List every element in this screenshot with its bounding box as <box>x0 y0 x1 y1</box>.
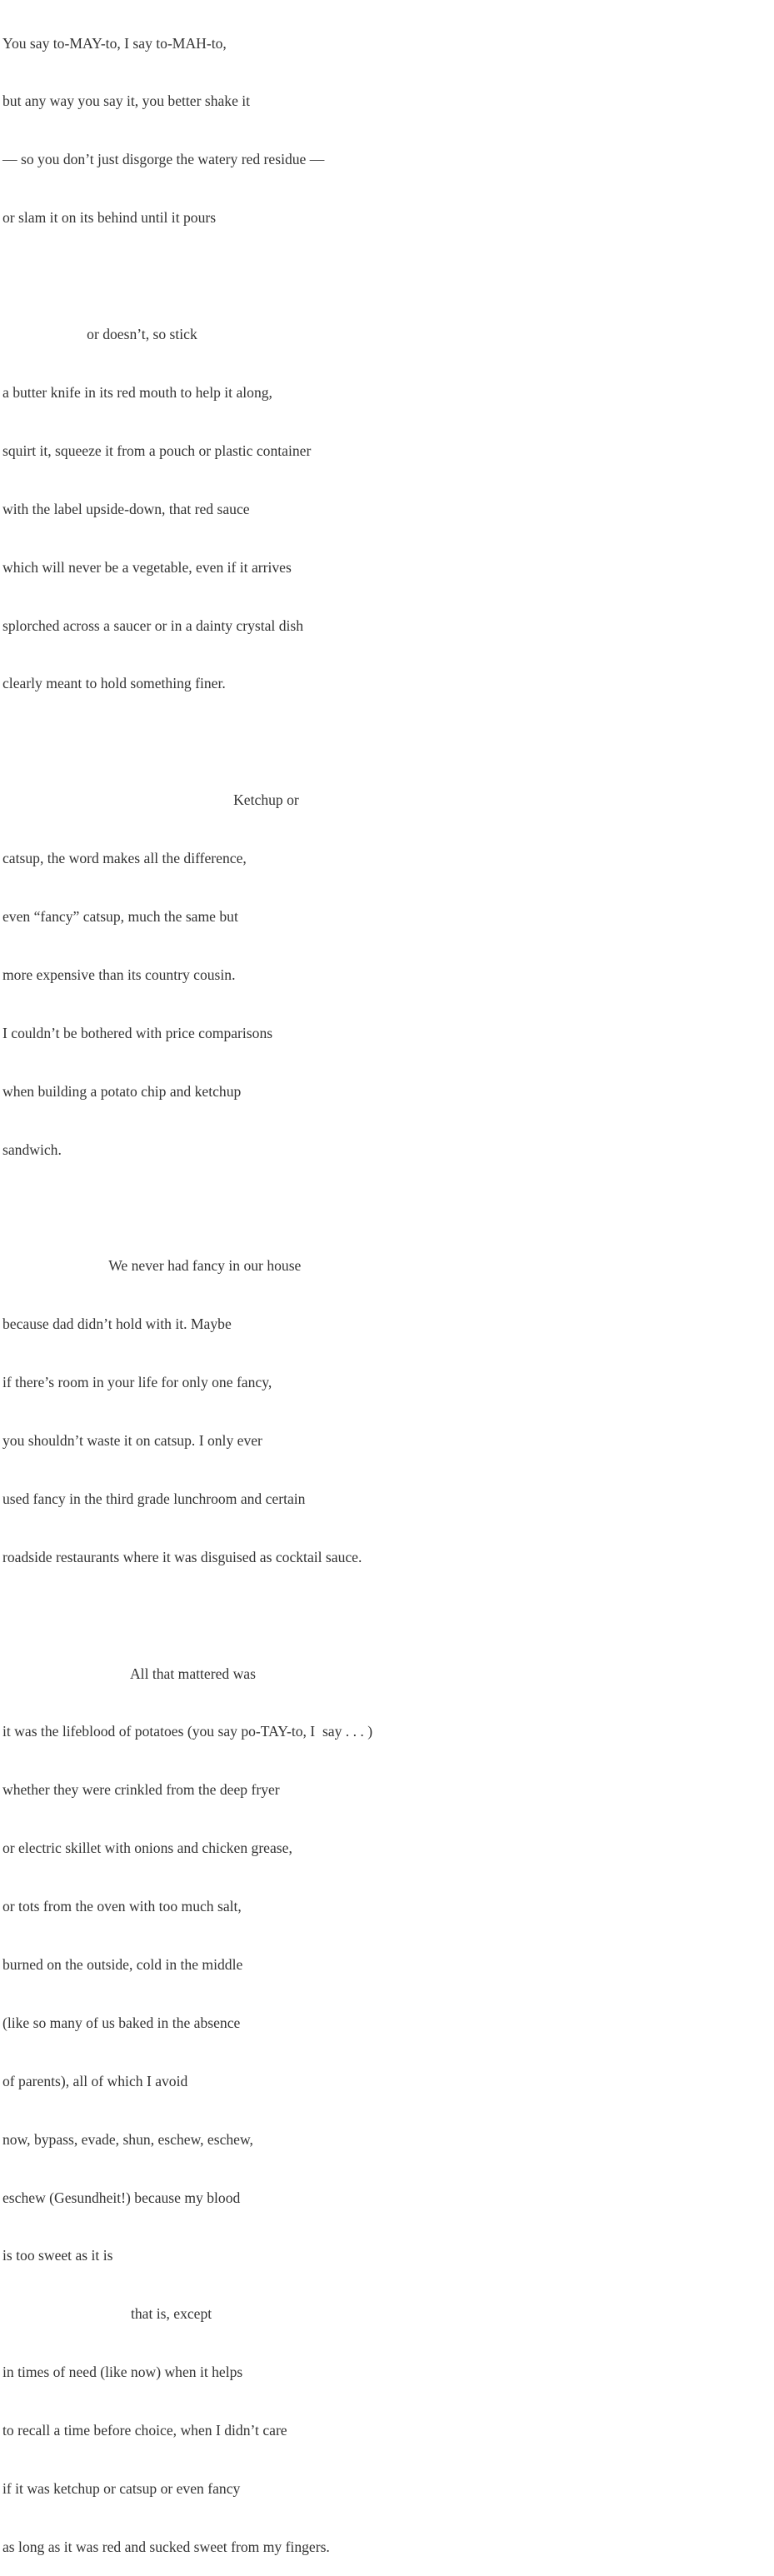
poem-line: but any way you say it, you better shake it <box>2 92 251 110</box>
poem-line: more expensive than its country cousin. <box>2 966 236 983</box>
poem-line: or slam it on its behind until it pours <box>2 209 217 227</box>
poem-line: to recall a time before choice, when I didn’t care <box>2 2422 287 2439</box>
poem-line: We never had fancy in our house <box>2 1257 302 1275</box>
poem-line: now, bypass, evade, shun, eschew, eschew, <box>2 2130 253 2148</box>
poem-line: if there’s room in your life for only one fancy, <box>2 1374 272 1391</box>
poem-line: eschew (Gesundheit!) because my blood <box>2 2189 241 2206</box>
stanza-break <box>2 1198 372 1217</box>
poem-line: — so you don’t just disgorge the watery red residue — <box>2 151 325 168</box>
poem-line: splorched across a saucer or in a dainty crystal dish <box>2 617 304 634</box>
poem-line: or electric skillet with onions and chicken grease, <box>2 1840 292 1857</box>
poem-line: You say to-MAY-to, I say to-MAH-to, <box>2 34 227 52</box>
poem-line: is too sweet as it is <box>2 2247 113 2264</box>
poem-line: burned on the outside, cold in the middle <box>2 1955 243 1973</box>
poem-line: because dad didn’t hold with it. Maybe <box>2 1315 232 1333</box>
poem-line: used fancy in the third grade lunchroom and certain <box>2 1490 306 1507</box>
poem-line: when building a potato chip and ketchup <box>2 1082 242 1100</box>
poem-line: with the label upside-down, that red sauce <box>2 500 250 517</box>
poem-line: All that mattered was <box>2 1665 256 1682</box>
poem-line: or doesn’t, so stick <box>2 326 197 343</box>
poem-line: that is, except <box>2 2305 212 2323</box>
poem-line: if it was ketchup or catsup or even fancy <box>2 2480 241 2497</box>
stanza-break <box>2 1606 372 1625</box>
poem-line: a butter knife in its red mouth to help it along, <box>2 383 272 401</box>
poem-line: as long as it was red and sucked sweet from my fingers. <box>2 2538 330 2555</box>
poem-line: catsup, the word makes all the difference, <box>2 850 247 867</box>
poem-line: of parents), all of which I avoid <box>2 2072 188 2089</box>
stanza-break <box>2 267 372 286</box>
poem-line: or tots from the oven with too much salt, <box>2 1898 242 1915</box>
poem-line: roadside restaurants where it was disguised as cocktail sauce. <box>2 1548 362 1565</box>
poem-line: I couldn’t be bothered with price comparisons <box>2 1024 273 1041</box>
poem-line: squirt it, squeeze it from a pouch or plastic container <box>2 442 312 459</box>
stanza-break <box>2 732 372 751</box>
poem-line: whether they were crinkled from the deep fryer <box>2 1781 280 1799</box>
poem-line: in times of need (like now) when it helps <box>2 2364 243 2381</box>
poem-line: (like so many of us baked in the absence <box>2 2014 241 2031</box>
poem-line: you shouldn’t waste it on catsup. I only ever <box>2 1431 262 1449</box>
poem-line: Ketchup or <box>2 791 299 809</box>
poem-line: even “fancy” catsup, much the same but <box>2 907 238 925</box>
poem-line: it was the lifeblood of potatoes (you say po-TAY-to, I say . . . ) <box>2 1723 373 1740</box>
poem-line: which will never be a vegetable, even if it arrives <box>2 558 292 576</box>
poem-line: sandwich. <box>2 1141 62 1158</box>
poem-text <box>2 0 372 2576</box>
poem-line: clearly meant to hold something finer. <box>2 675 226 692</box>
